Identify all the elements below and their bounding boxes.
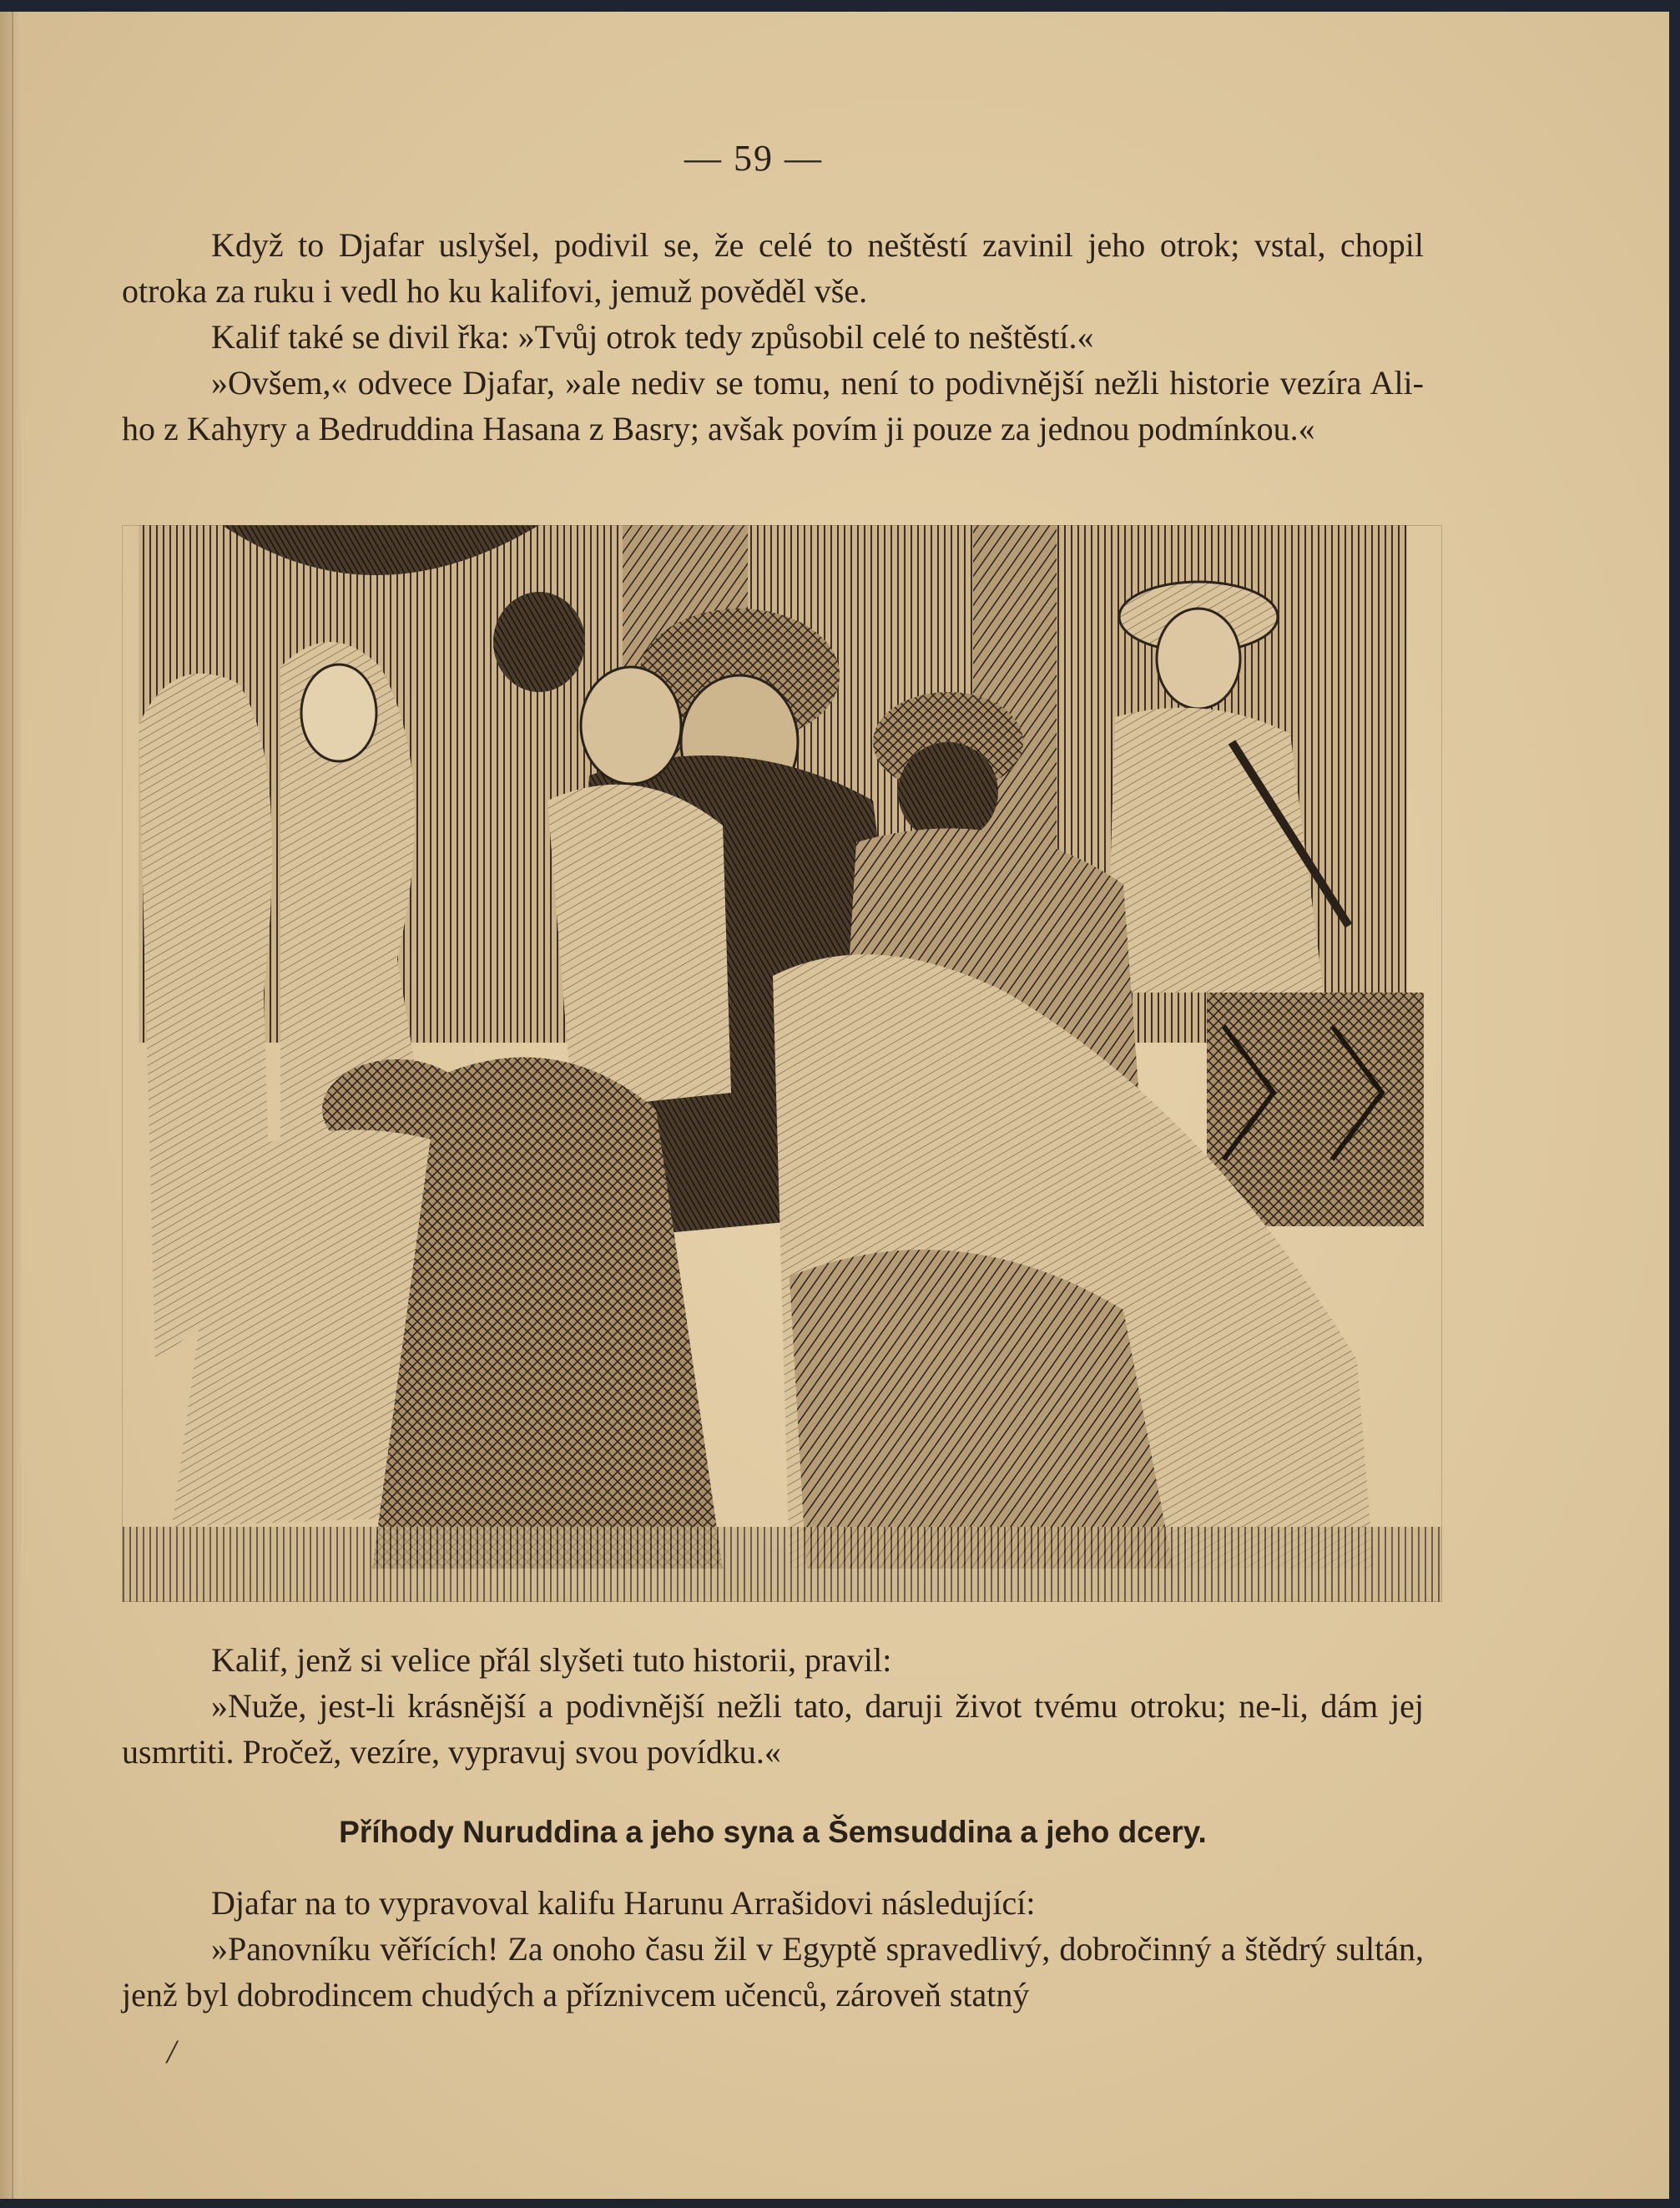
text-block-bottom bbox=[122, 1637, 1424, 1775]
stray-pencil-mark: / bbox=[167, 2033, 177, 2070]
paragraph: Kalif také se divil řka: »Tvůj otrok tedy způsobil celé to neštěstí.« bbox=[211, 318, 1094, 356]
paragraph: »Panovníku věřících! Za onoho času žil v Egyptě spravedlivý, dobročinný a štědrý sultán, jenž byl dobrodincem chudých a příznivcem učenců, zároveň statný bbox=[122, 1930, 1424, 2013]
paragraph: »Ovšem,« odvece Djafar, »ale nediv se tomu, není to podivnější nežli historie vezíra Ali-ho z Kahyry a Bedruddina Hasana z Basry; avšak povím ji pouze za jednou podmínkou.« bbox=[122, 364, 1424, 447]
page-gutter bbox=[0, 12, 22, 2199]
book-page bbox=[0, 12, 1669, 2199]
paragraph: Když to Djafar uslyšel, podivil se, že celé to neštěstí zavinil jeho otrok; vstal, chopil otroka za ruku i vedl ho ku kalifovi, jemuž pověděl vše. bbox=[122, 226, 1424, 310]
page-number: — 59 — bbox=[684, 138, 823, 179]
section-heading: Příhody Nuruddina a jeho syna a Šemsuddina a jeho dcery. bbox=[339, 1815, 1207, 1849]
engraving-illustration bbox=[122, 525, 1442, 1602]
text-block-top bbox=[122, 222, 1424, 452]
paragraph: Djafar na to vypravoval kalifu Harunu Arrašidovi následující: bbox=[211, 1884, 1036, 1922]
paragraph: »Nuže, jest-li krásnější a podivnější nežli tato, daruji život tvému otroku; ne-li, dám jej usmrtiti. Pročež, vezíre, vypravuj svou povídku.« bbox=[122, 1687, 1424, 1771]
spine-line bbox=[12, 12, 13, 2199]
text-block-last bbox=[122, 1880, 1424, 2018]
paragraph: Kalif, jenž si velice přál slyšeti tuto historii, pravil: bbox=[211, 1641, 892, 1679]
